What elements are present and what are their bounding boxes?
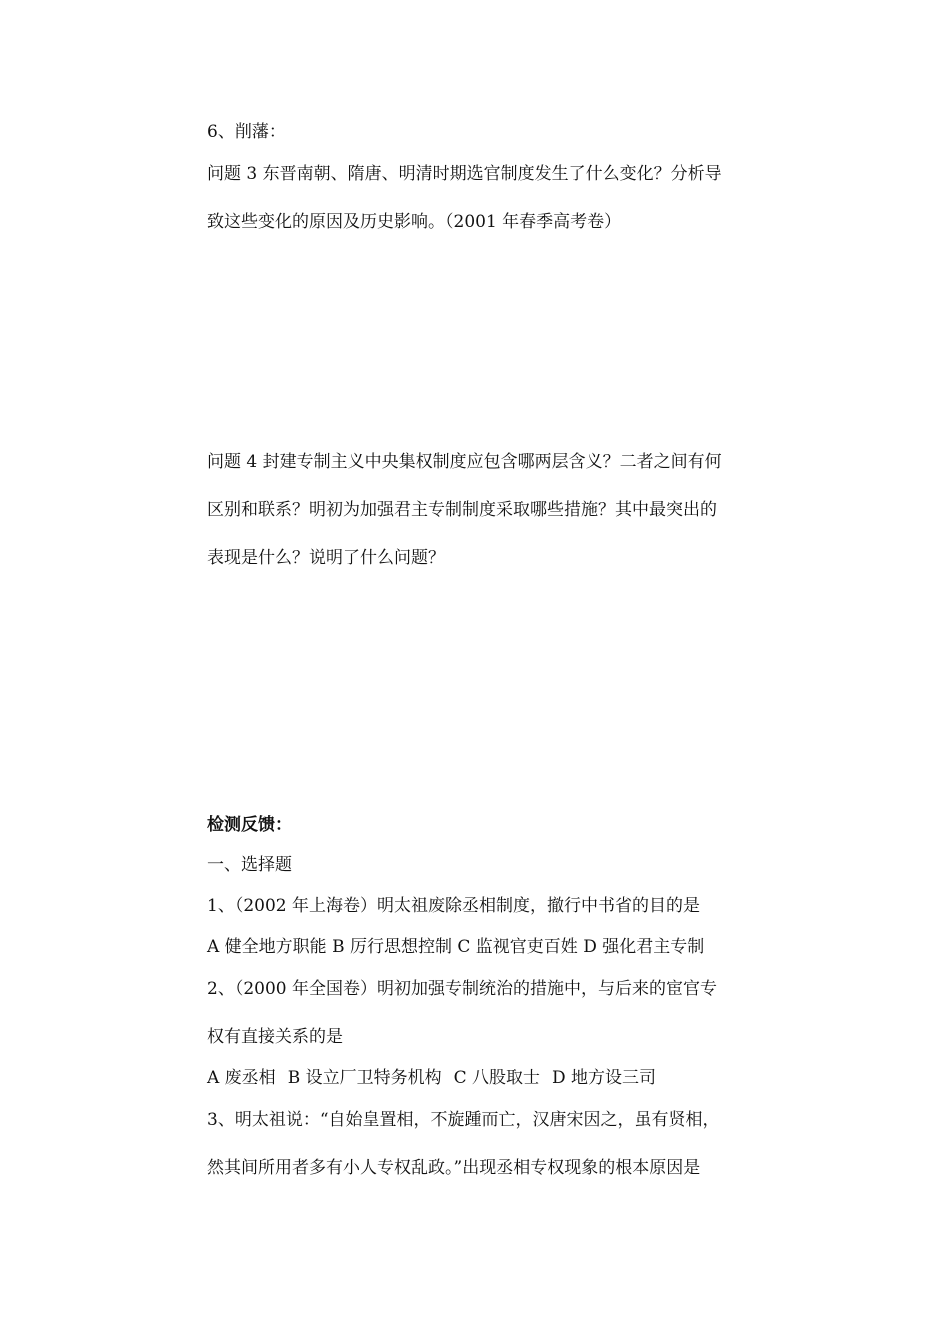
q2-option-a: A 废丞相 bbox=[207, 1068, 276, 1088]
choice-section-heading: 一、选择题 bbox=[207, 855, 292, 875]
q1-options: A 健全地方职能 B 厉行思想控制 C 监视官吏百姓 D 强化君主专制 bbox=[207, 937, 705, 957]
q2-option-c: C 八股取士 bbox=[453, 1068, 541, 1088]
q1-stem: 1、（2002 年上海卷）明太祖废除丞相制度，撤行中书省的目的是 bbox=[207, 896, 700, 916]
q2-stem-line-2: 权有直接关系的是 bbox=[207, 1027, 343, 1047]
question-4-line-1: 问题 4 封建专制主义中央集权制度应包含哪两层含义？二者之间有何 bbox=[207, 452, 722, 472]
question-4-line-3: 表现是什么？说明了什么问题？ bbox=[207, 548, 445, 568]
section-6-heading: 6、削藩： bbox=[207, 122, 286, 142]
q2-options bbox=[207, 1067, 656, 1089]
question-3-line-2: 致这些变化的原因及历史影响。（2001 年春季高考卷） bbox=[207, 212, 622, 232]
q2-option-b: B 设立厂卫特务机构 bbox=[287, 1068, 442, 1088]
q2-stem-line-1: 2、（2000 年全国卷）明初加强专制统治的措施中，与后来的宦官专 bbox=[207, 979, 717, 999]
question-4-line-2: 区别和联系？明初为加强君主专制制度采取哪些措施？其中最突出的 bbox=[207, 500, 717, 520]
q2-option-d: D 地方设三司 bbox=[552, 1068, 657, 1088]
question-3-line-1: 问题 3 东晋南朝、隋唐、明清时期选官制度发生了什么变化？分析导 bbox=[207, 164, 722, 184]
q3-stem-line-1: 3、明太祖说：“自始皇置相，不旋踵而亡，汉唐宋因之，虽有贤相， bbox=[207, 1110, 720, 1130]
feedback-heading: 检测反馈： bbox=[207, 815, 292, 835]
q3-stem-line-2: 然其间所用者多有小人专权乱政。”出现丞相专权现象的根本原因是 bbox=[207, 1158, 701, 1178]
